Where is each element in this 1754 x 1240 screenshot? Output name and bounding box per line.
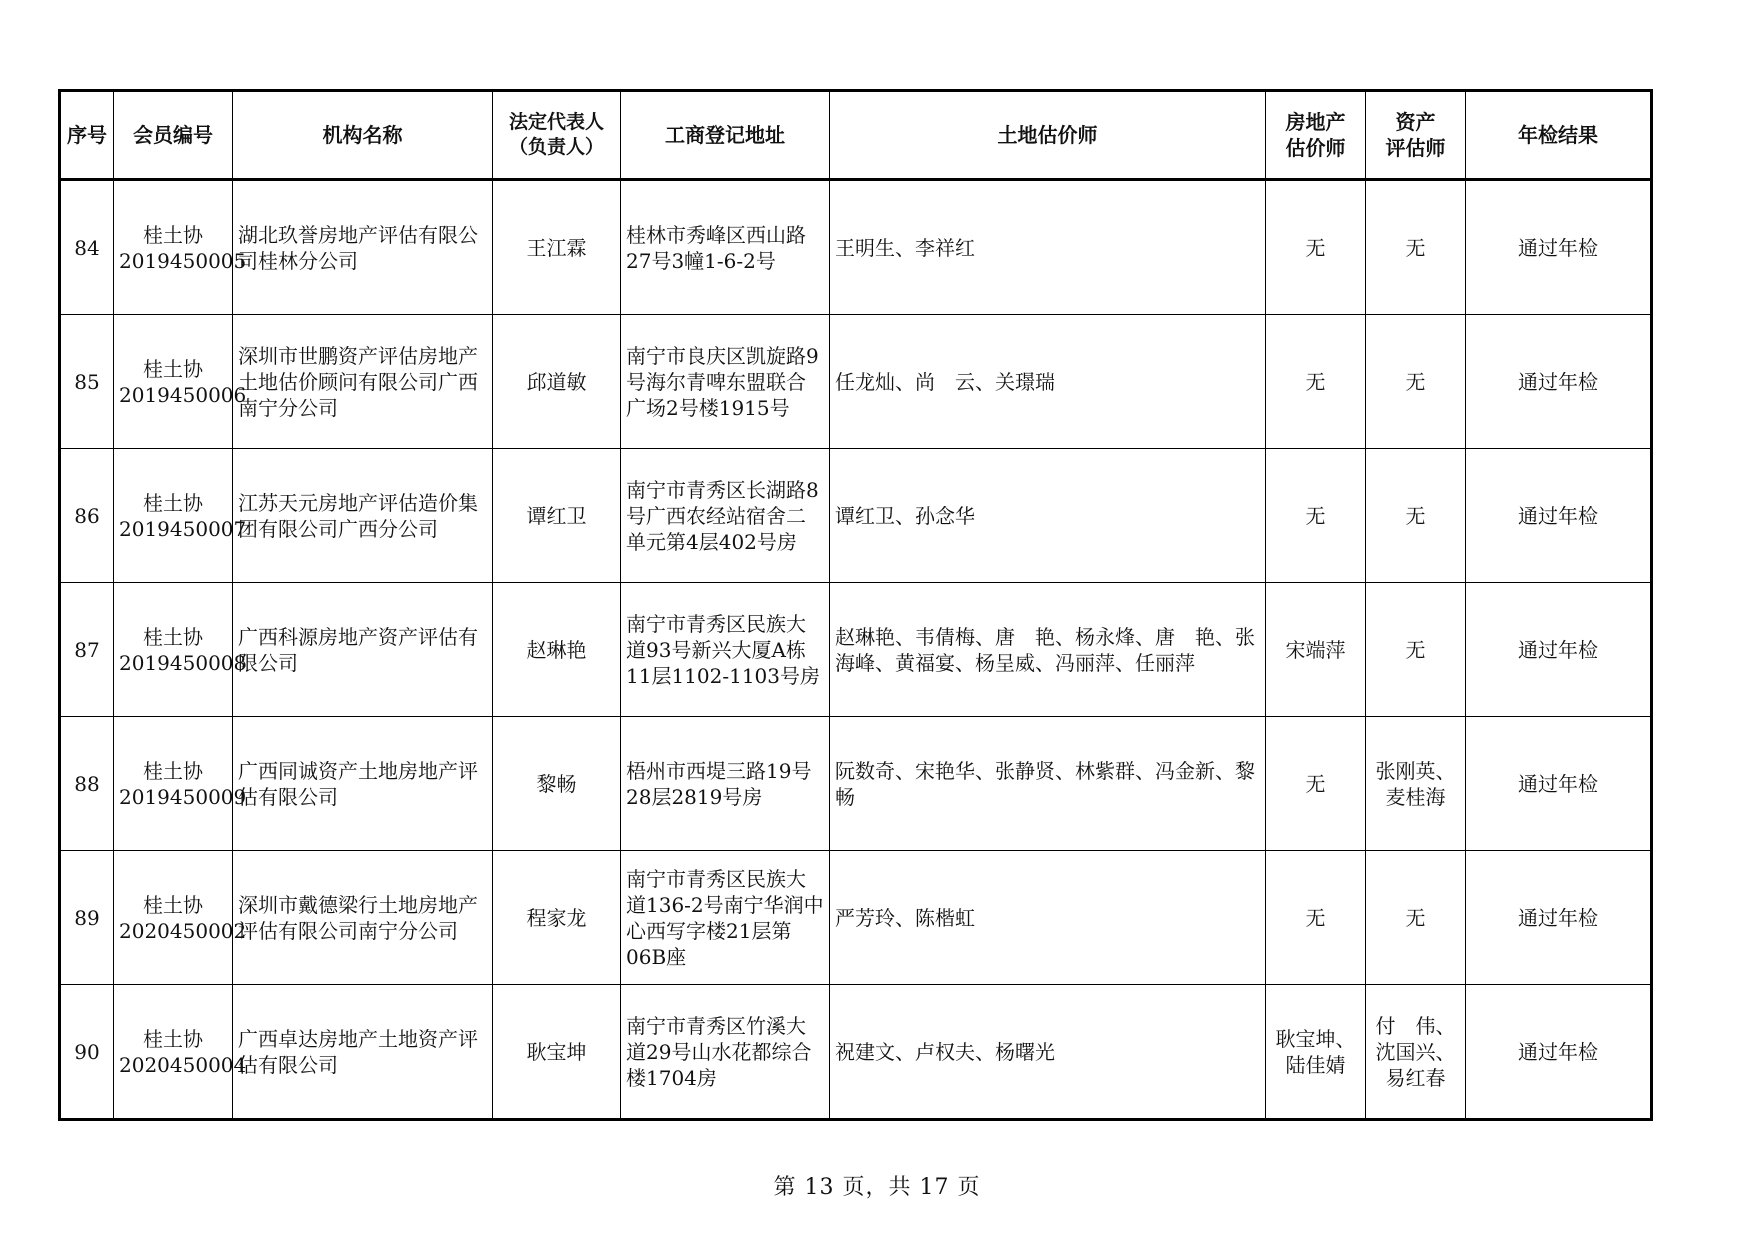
cell-seq: 85 — [60, 315, 114, 449]
cell-land-appraisers: 阮数奇、宋艳华、张静贤、林紫群、冯金新、黎 畅 — [830, 717, 1266, 851]
cell-result: 通过年检 — [1466, 180, 1652, 315]
cell-legal-rep: 王江霖 — [493, 180, 621, 315]
table-row — [60, 315, 1652, 449]
header-legal-rep: 法定代表人 （负责人） — [493, 91, 621, 180]
cell-seq: 88 — [60, 717, 114, 851]
cell-asset-appraisers: 无 — [1366, 449, 1466, 583]
table-row — [60, 985, 1652, 1120]
table-body — [60, 180, 1652, 1120]
header-seq: 序号 — [60, 91, 114, 180]
cell-org-name: 深圳市世鹏资产评估房地产土地估价顾问有限公司广西南宁分公司 — [233, 315, 493, 449]
cell-asset-appraisers: 无 — [1366, 583, 1466, 717]
table-row — [60, 851, 1652, 985]
cell-asset-appraisers: 付 伟、 沈国兴、 易红春 — [1366, 985, 1466, 1120]
page-number: 第 13 页，共 17 页 — [773, 1175, 981, 1200]
cell-member-id: 桂土协 2019450007 — [114, 449, 233, 583]
cell-result: 通过年检 — [1466, 717, 1652, 851]
cell-legal-rep: 程家龙 — [493, 851, 621, 985]
cell-org-name: 湖北玖誉房地产评估有限公司桂林分公司 — [233, 180, 493, 315]
cell-result: 通过年检 — [1466, 583, 1652, 717]
table-row — [60, 583, 1652, 717]
cell-result: 通过年检 — [1466, 449, 1652, 583]
cell-member-id: 桂土协 2020450004 — [114, 985, 233, 1120]
cell-address: 南宁市青秀区民族大道136-2号南宁华润中心西写字楼21层第06B座 — [621, 851, 830, 985]
header-land-appraisers: 土地估价师 — [830, 91, 1266, 180]
cell-land-appraisers: 任龙灿、尚 云、关璟瑞 — [830, 315, 1266, 449]
header-result: 年检结果 — [1466, 91, 1652, 180]
cell-result: 通过年检 — [1466, 985, 1652, 1120]
header-org-name: 机构名称 — [233, 91, 493, 180]
cell-real-estate-appraisers: 无 — [1266, 717, 1366, 851]
cell-land-appraisers: 王明生、李祥红 — [830, 180, 1266, 315]
cell-asset-appraisers: 无 — [1366, 180, 1466, 315]
cell-real-estate-appraisers: 无 — [1266, 449, 1366, 583]
header-row — [60, 91, 1652, 180]
cell-land-appraisers: 谭红卫、孙念华 — [830, 449, 1266, 583]
cell-legal-rep: 黎畅 — [493, 717, 621, 851]
cell-org-name: 江苏天元房地产评估造价集团有限公司广西分公司 — [233, 449, 493, 583]
cell-real-estate-appraisers: 耿宝坤、 陆佳婧 — [1266, 985, 1366, 1120]
cell-member-id: 桂土协 2019450008 — [114, 583, 233, 717]
cell-result: 通过年检 — [1466, 851, 1652, 985]
cell-seq: 87 — [60, 583, 114, 717]
cell-legal-rep: 耿宝坤 — [493, 985, 621, 1120]
table-row — [60, 717, 1652, 851]
cell-member-id: 桂土协 2019450006 — [114, 315, 233, 449]
cell-asset-appraisers: 张刚英、 麦桂海 — [1366, 717, 1466, 851]
table-row — [60, 449, 1652, 583]
header-address: 工商登记地址 — [621, 91, 830, 180]
cell-address: 南宁市青秀区竹溪大道29号山水花都综合楼1704房 — [621, 985, 830, 1120]
cell-real-estate-appraisers: 宋端萍 — [1266, 583, 1366, 717]
cell-member-id: 桂土协 2019450009 — [114, 717, 233, 851]
header-asset-appraisers: 资产 评估师 — [1366, 91, 1466, 180]
cell-legal-rep: 谭红卫 — [493, 449, 621, 583]
header-real-estate-appraisers: 房地产 估价师 — [1266, 91, 1366, 180]
cell-address: 梧州市西堤三路19号28层2819号房 — [621, 717, 830, 851]
cell-org-name: 广西科源房地产资产评估有限公司 — [233, 583, 493, 717]
cell-asset-appraisers: 无 — [1366, 315, 1466, 449]
cell-address: 南宁市青秀区长湖路8号广西农经站宿舍二单元第4层402号房 — [621, 449, 830, 583]
cell-address: 桂林市秀峰区西山路27号3幢1-6-2号 — [621, 180, 830, 315]
cell-legal-rep: 邱道敏 — [493, 315, 621, 449]
header-member-id: 会员编号 — [114, 91, 233, 180]
cell-land-appraisers: 赵琳艳、韦倩梅、唐 艳、杨永烽、唐 艳、张海峰、黄福宴、杨呈威、冯丽萍、任丽萍 — [830, 583, 1266, 717]
cell-result: 通过年检 — [1466, 315, 1652, 449]
cell-real-estate-appraisers: 无 — [1266, 315, 1366, 449]
cell-seq: 90 — [60, 985, 114, 1120]
cell-org-name: 广西同诚资产土地房地产评估有限公司 — [233, 717, 493, 851]
cell-seq: 89 — [60, 851, 114, 985]
member-inspection-table — [58, 89, 1653, 1121]
cell-address: 南宁市良庆区凯旋路9号海尔青啤东盟联合广场2号楼1915号 — [621, 315, 830, 449]
cell-land-appraisers: 祝建文、卢权夫、杨曙光 — [830, 985, 1266, 1120]
cell-org-name: 深圳市戴德梁行土地房地产评估有限公司南宁分公司 — [233, 851, 493, 985]
cell-member-id: 桂土协 2020450002 — [114, 851, 233, 985]
table-header — [60, 91, 1652, 180]
cell-legal-rep: 赵琳艳 — [493, 583, 621, 717]
cell-seq: 86 — [60, 449, 114, 583]
cell-address: 南宁市青秀区民族大道93号新兴大厦A栋11层1102-1103号房 — [621, 583, 830, 717]
cell-land-appraisers: 严芳玲、陈楷虹 — [830, 851, 1266, 985]
cell-seq: 84 — [60, 180, 114, 315]
cell-org-name: 广西卓达房地产土地资产评估有限公司 — [233, 985, 493, 1120]
cell-asset-appraisers: 无 — [1366, 851, 1466, 985]
table-row — [60, 180, 1652, 315]
cell-real-estate-appraisers: 无 — [1266, 851, 1366, 985]
cell-real-estate-appraisers: 无 — [1266, 180, 1366, 315]
cell-member-id: 桂土协 2019450005 — [114, 180, 233, 315]
